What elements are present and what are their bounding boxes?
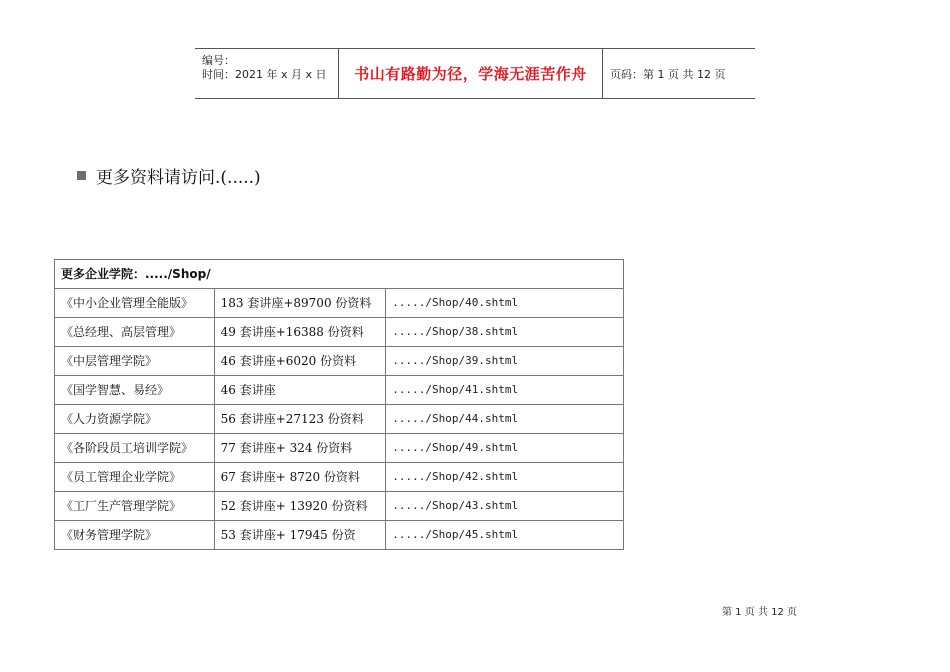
table-row	[55, 521, 624, 550]
square-bullet-icon	[77, 171, 86, 180]
page-header	[195, 48, 755, 99]
number-label: 编号：	[202, 54, 235, 67]
course-name: 《员工管理企业学院》	[55, 463, 215, 492]
table-row	[55, 347, 624, 376]
course-link[interactable]: ...../Shop/39.shtml	[386, 347, 624, 376]
course-name: 《人力资源学院》	[55, 405, 215, 434]
resource-table	[54, 259, 624, 550]
course-desc: 77 套讲座+ 324 份资料	[214, 434, 386, 463]
header-motto-cell	[338, 49, 603, 98]
course-desc: 67 套讲座+ 8720 份资料	[214, 463, 386, 492]
table-row	[55, 376, 624, 405]
table-row	[55, 289, 624, 318]
course-link[interactable]: ...../Shop/45.shtml	[386, 521, 624, 550]
table-row	[55, 434, 624, 463]
course-name: 《国学智慧、易经》	[55, 376, 215, 405]
header-meta	[195, 49, 338, 98]
course-link[interactable]: ...../Shop/38.shtml	[386, 318, 624, 347]
course-name: 《工厂生产管理学院》	[55, 492, 215, 521]
course-desc: 183 套讲座+89700 份资料	[214, 289, 386, 318]
date-label: 时间：2021 年 x 月 x 日	[202, 68, 327, 81]
page-code: 页码：第 1 页 共 12 页	[610, 67, 726, 81]
page-footer: 第 1 页 共 12 页	[722, 607, 797, 618]
course-name: 《中层管理学院》	[55, 347, 215, 376]
course-link[interactable]: ...../Shop/40.shtml	[386, 289, 624, 318]
table-row	[55, 492, 624, 521]
course-desc: 49 套讲座+16388 份资料	[214, 318, 386, 347]
course-desc: 46 套讲座	[214, 376, 386, 405]
intro-text: 更多资料请访问.(.....)	[96, 168, 261, 188]
course-link[interactable]: ...../Shop/41.shtml	[386, 376, 624, 405]
course-name: 《各阶段员工培训学院》	[55, 434, 215, 463]
course-link[interactable]: ...../Shop/42.shtml	[386, 463, 624, 492]
table-caption: 更多企业学院：...../Shop/	[55, 260, 624, 289]
table-row	[55, 463, 624, 492]
course-desc: 53 套讲座+ 17945 份资	[214, 521, 386, 550]
course-desc: 46 套讲座+6020 份资料	[214, 347, 386, 376]
motto-text: 书山有路勤为径，学海无涯苦作舟	[354, 65, 587, 83]
table-row	[55, 318, 624, 347]
header-page-cell	[602, 49, 755, 98]
course-link[interactable]: ...../Shop/49.shtml	[386, 434, 624, 463]
course-link[interactable]: ...../Shop/43.shtml	[386, 492, 624, 521]
course-link[interactable]: ...../Shop/44.shtml	[386, 405, 624, 434]
table-row	[55, 405, 624, 434]
course-desc: 52 套讲座+ 13920 份资料	[214, 492, 386, 521]
course-name: 《中小企业管理全能版》	[55, 289, 215, 318]
intro-line	[77, 163, 261, 188]
course-name: 《财务管理学院》	[55, 521, 215, 550]
course-name: 《总经理、高层管理》	[55, 318, 215, 347]
table-caption-row	[55, 260, 624, 289]
course-desc: 56 套讲座+27123 份资料	[214, 405, 386, 434]
